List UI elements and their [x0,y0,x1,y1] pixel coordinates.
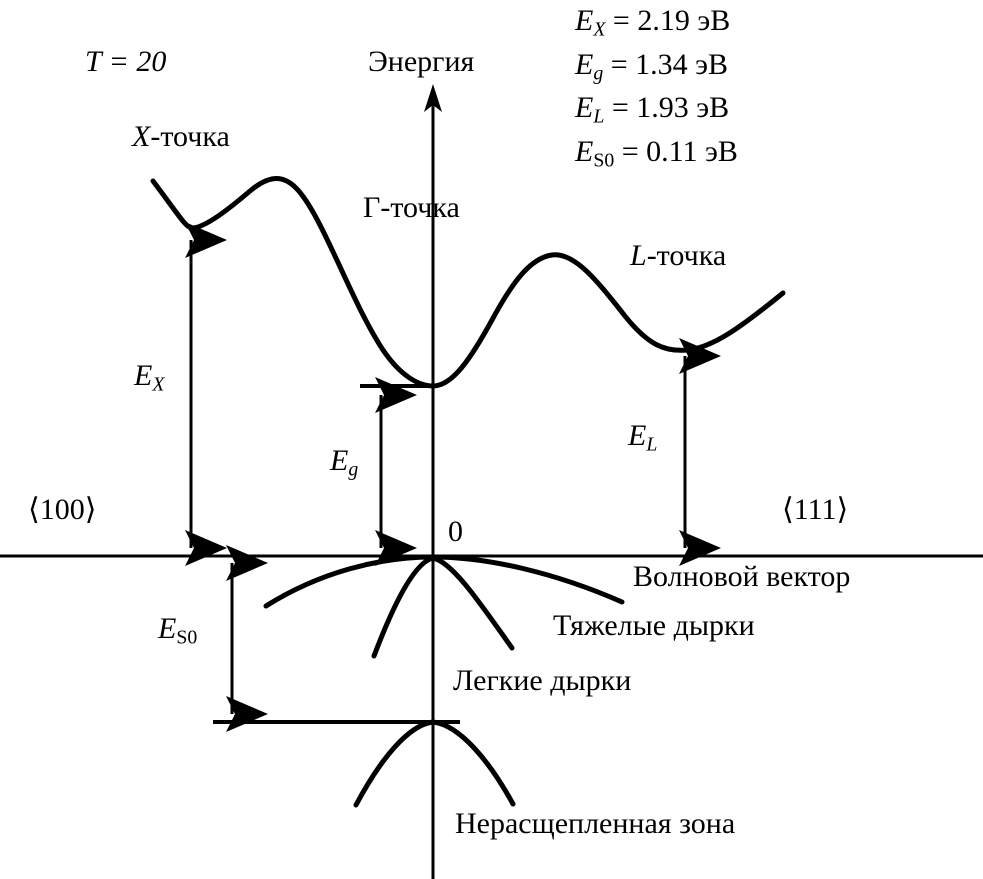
param-ex-value: = 2.19 эВ [612,4,731,37]
ex-sub: X [152,373,165,396]
conduction-band-curve [153,179,783,386]
param-el-value: = 1.93 эВ [611,91,730,125]
x-point-label [132,121,230,153]
ex-label [134,360,164,395]
param-el-sub: L [593,105,605,128]
eg-sub: g [348,458,359,481]
param-es0-sub: S0 [593,149,615,172]
el-label [628,420,657,455]
el-sub: L [646,433,658,456]
es0-sub: S0 [176,626,198,649]
param-ex-symbol: E [575,4,594,37]
gamma-point-label: Г-точка [363,191,460,224]
parameter-list [575,0,738,175]
temperature-label: T = 20 [85,45,167,78]
light-holes-label: Легкие дырки [453,664,632,697]
param-es0-value: = 0.11 эВ [621,134,738,168]
eg-symbol: E [330,444,349,477]
x-point-text: -точка [150,120,230,153]
wave-vector-axis-label: Волновой вектор [633,560,851,593]
param-eg-value: = 1.34 эВ [610,47,729,81]
l-point-symbol: L [630,239,647,272]
el-symbol: E [628,419,647,452]
l-point-text: -точка [646,239,727,272]
l-point-label [630,240,726,272]
eg-arrow [360,386,433,548]
energy-axis-label: Энергия [368,45,475,78]
light-holes-curve [374,558,512,656]
param-ex-sub: X [593,18,606,41]
es0-label [158,613,197,648]
heavy-holes-label: Тяжелые дырки [553,609,755,642]
split-off-band-label: Нерасщепленная зона [455,807,736,840]
param-eg-symbol: E [575,47,594,81]
param-es0-symbol: E [575,134,594,168]
param-el-symbol: E [575,91,594,125]
es0-arrow [213,563,460,722]
es0-symbol: E [158,612,177,645]
param-eg-sub: g [593,62,604,85]
direction-111-label: ⟨111⟩ [782,493,849,526]
origin-label: 0 [448,515,463,548]
eg-label [330,445,358,480]
param-ex [575,0,738,44]
x-point-symbol: X [132,120,151,153]
direction-100-label: ⟨100⟩ [28,493,97,526]
param-eg [575,44,738,88]
ex-symbol: E [134,359,153,392]
param-el [575,87,738,131]
param-es0 [575,131,738,175]
